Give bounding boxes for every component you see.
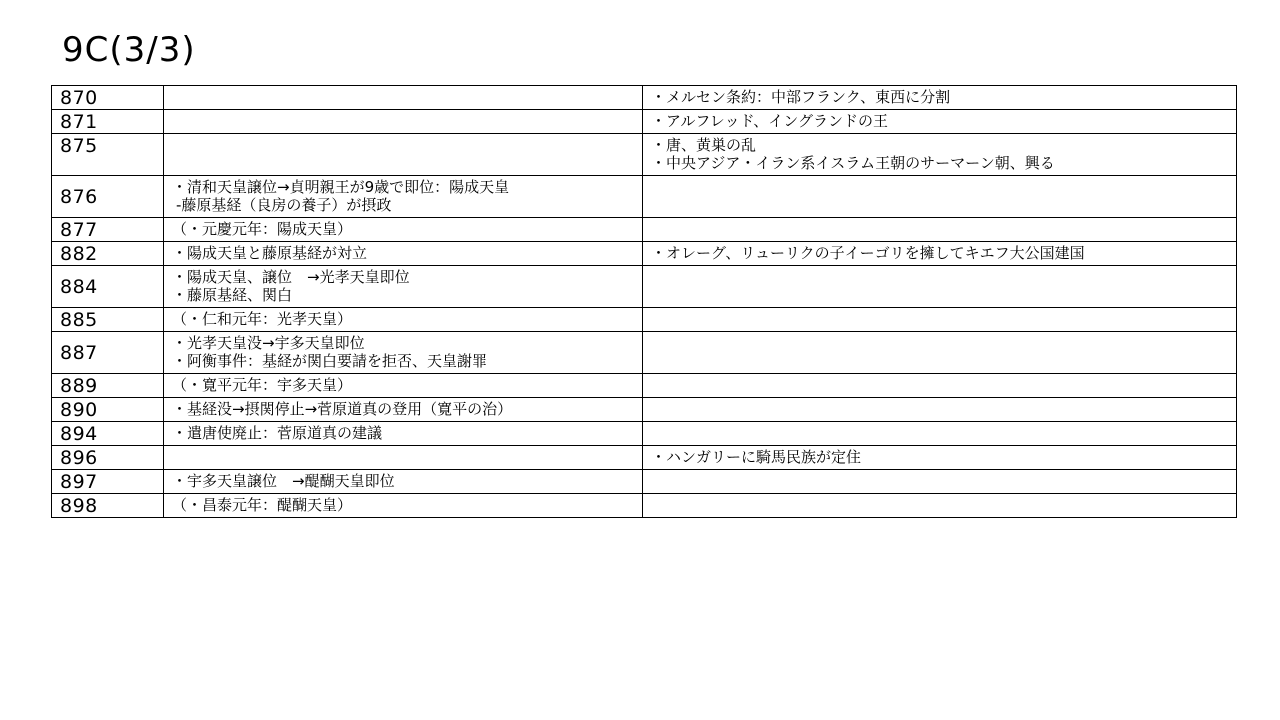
japan-event-line: ・光孝天皇没→宇多天皇即位 [172, 334, 365, 352]
table-row [52, 374, 1237, 398]
japan-event-line: ・基経没→摂関停止→菅原道真の登用（寛平の治） [172, 400, 513, 418]
table-row [52, 266, 1237, 308]
japan-event-line: （・昌泰元年：醍醐天皇） [172, 496, 353, 514]
world-events-cell [643, 134, 1237, 176]
world-event-line: ・アルフレッド、イングランドの王 [651, 112, 889, 130]
world-events-cell [643, 218, 1237, 242]
world-events-cell [643, 494, 1237, 518]
world-events-cell [643, 332, 1237, 374]
japan-events-cell [164, 176, 643, 218]
year-cell: 877 [52, 218, 164, 242]
table-row [52, 110, 1237, 134]
world-event-line: ・ハンガリーに騎馬民族が定住 [651, 448, 862, 466]
table-row [52, 332, 1237, 374]
japan-events-cell [164, 242, 643, 266]
japan-event-line: （・仁和元年：光孝天皇） [172, 310, 353, 328]
world-events-cell [643, 86, 1237, 110]
world-event-line: ・唐、黄巣の乱 [651, 136, 757, 154]
world-events-cell [643, 242, 1237, 266]
japan-events-cell [164, 494, 643, 518]
japan-event-line: ・陽成天皇と藤原基経が対立 [172, 244, 368, 262]
timeline-body [52, 86, 1237, 518]
year-cell: 894 [52, 422, 164, 446]
world-events-cell [643, 398, 1237, 422]
table-row [52, 470, 1237, 494]
japan-events-cell [164, 110, 643, 134]
table-row [52, 398, 1237, 422]
japan-event-line: （・元慶元年：陽成天皇） [172, 220, 353, 238]
japan-event-line: ・陽成天皇、譲位 →光孝天皇即位 [172, 268, 410, 286]
world-events-cell [643, 176, 1237, 218]
year-cell: 882 [52, 242, 164, 266]
japan-event-line: ・藤原基経、関白 [172, 286, 293, 304]
japan-event-line: -藤原基経（良房の養子）が摂政 [176, 196, 392, 214]
year-cell: 887 [52, 332, 164, 374]
table-row [52, 494, 1237, 518]
japan-events-cell [164, 446, 643, 470]
japan-events-cell [164, 398, 643, 422]
year-cell: 885 [52, 308, 164, 332]
japan-events-cell [164, 266, 643, 308]
japan-events-cell [164, 470, 643, 494]
japan-event-line: ・阿衡事件：基経が関白要請を拒否、天皇謝罪 [172, 352, 488, 370]
japan-events-cell [164, 218, 643, 242]
table-row [52, 176, 1237, 218]
world-events-cell [643, 308, 1237, 332]
year-cell: 896 [52, 446, 164, 470]
year-cell: 884 [52, 266, 164, 308]
table-row [52, 308, 1237, 332]
year-cell: 897 [52, 470, 164, 494]
year-cell: 898 [52, 494, 164, 518]
year-cell: 876 [52, 176, 164, 218]
world-events-cell [643, 470, 1237, 494]
world-event-line: ・オレーグ、リューリクの子イーゴリを擁してキエフ大公国建国 [651, 244, 1085, 262]
japan-events-cell [164, 86, 643, 110]
japan-event-line: （・寛平元年：宇多天皇） [172, 376, 353, 394]
year-cell: 870 [52, 86, 164, 110]
table-row [52, 446, 1237, 470]
world-events-cell [643, 422, 1237, 446]
world-events-cell [643, 110, 1237, 134]
table-row [52, 422, 1237, 446]
table-row [52, 134, 1237, 176]
world-event-line: ・メルセン条約：中部フランク、東西に分割 [651, 88, 951, 106]
year-cell: 889 [52, 374, 164, 398]
table-row [52, 218, 1237, 242]
world-event-line: ・中央アジア・イラン系イスラム王朝のサーマーン朝、興る [651, 154, 1055, 172]
japan-events-cell [164, 332, 643, 374]
japan-events-cell [164, 422, 643, 446]
table-row [52, 242, 1237, 266]
world-events-cell [643, 446, 1237, 470]
year-cell: 871 [52, 110, 164, 134]
world-events-cell [643, 374, 1237, 398]
world-events-cell [643, 266, 1237, 308]
year-cell: 875 [52, 134, 164, 176]
japan-events-cell [164, 134, 643, 176]
japan-event-line: ・遣唐使廃止：菅原道真の建議 [172, 424, 383, 442]
year-cell: 890 [52, 398, 164, 422]
japan-events-cell [164, 374, 643, 398]
japan-event-line: ・清和天皇譲位→貞明親王が9歳で即位：陽成天皇 [172, 178, 510, 196]
timeline-table [51, 85, 1237, 518]
slide-title: 9C(3/3) [62, 30, 196, 70]
japan-event-line: ・宇多天皇譲位 →醍醐天皇即位 [172, 472, 395, 490]
table-row [52, 86, 1237, 110]
japan-events-cell [164, 308, 643, 332]
